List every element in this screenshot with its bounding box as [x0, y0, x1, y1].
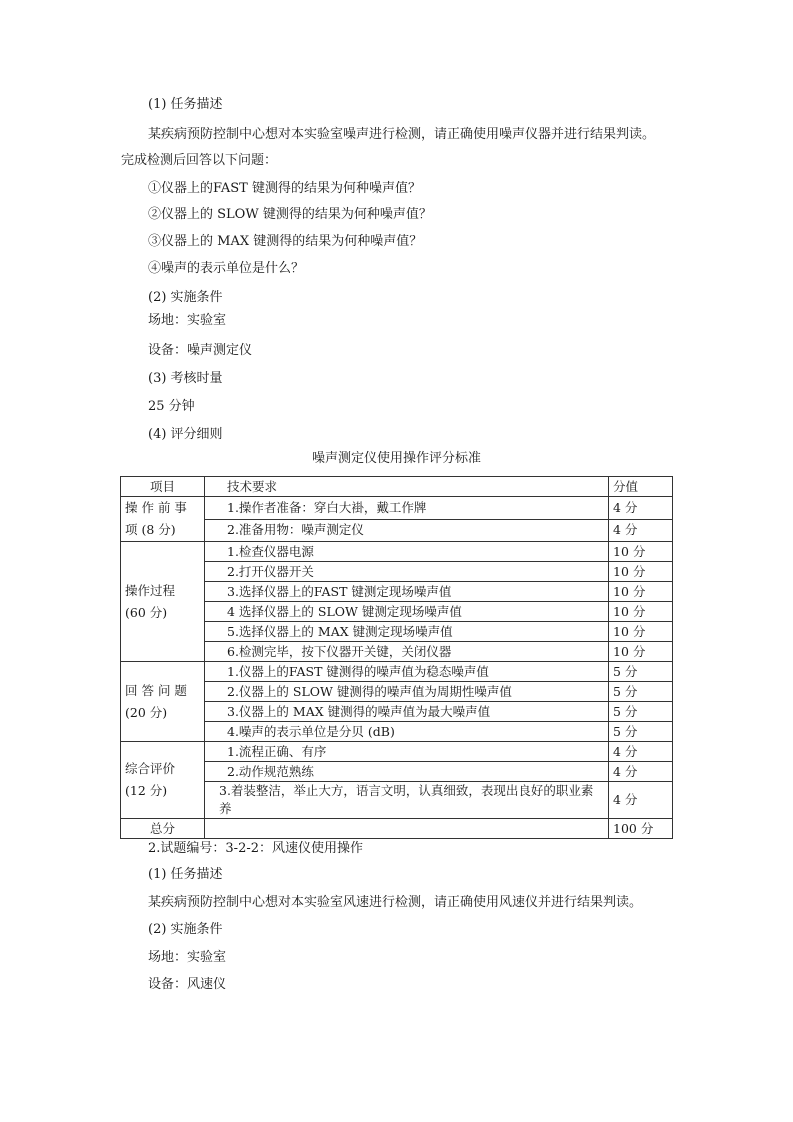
- task-description-line1: 某疾病预防控制中心想对本实验室噪声进行检测，请正确使用噪声仪器并进行结果判读。: [148, 127, 656, 142]
- score-cell: 4 分: [609, 742, 673, 762]
- task-description-heading: (1) 任务描述: [148, 97, 223, 112]
- group-cell: [121, 497, 205, 542]
- question-1: ①仪器上的FAST 键测得的结果为何种噪声值？: [148, 181, 421, 196]
- score-cell: 10 分: [609, 542, 673, 562]
- requirement-cell: 5.选择仪器上的 MAX 键测定现场噪声值: [205, 622, 609, 642]
- requirement-cell: 4 选择仪器上的 SLOW 键测定现场噪声值: [205, 602, 609, 622]
- group-name-line2: (20 分): [125, 704, 168, 720]
- score-cell: 10 分: [609, 602, 673, 622]
- group-name-line2: 项 (8 分): [125, 522, 176, 537]
- score-cell: 5 分: [609, 662, 673, 682]
- requirement-cell: 4.噪声的表示单位是分贝 (dB): [205, 722, 609, 742]
- group-name-line2: (12 分): [125, 783, 168, 798]
- time-value: 25 分钟: [148, 399, 195, 414]
- time-heading: (3) 考核时量: [148, 371, 223, 386]
- requirement-cell: 2.打开仪器开关: [205, 562, 609, 582]
- question-4: ④噪声的表示单位是什么？: [148, 261, 305, 276]
- total-label: 总分: [121, 819, 205, 839]
- equipment-line-2: 设备：风速仪: [148, 977, 227, 992]
- score-cell: 5 分: [609, 722, 673, 742]
- group-name-line1: 回 答 问 题: [125, 682, 187, 698]
- score-table: [120, 476, 673, 839]
- total-value: 100 分: [609, 819, 673, 839]
- score-cell: 10 分: [609, 562, 673, 582]
- task-description-heading-2: (1) 任务描述: [148, 867, 223, 882]
- requirement-cell: 1.流程正确、有序: [205, 742, 609, 762]
- requirement-cell: 2.仪器上的 SLOW 键测得的噪声值为周期性噪声值: [205, 682, 609, 702]
- group-name-line2: (60 分): [125, 604, 168, 620]
- question-3: ③仪器上的 MAX 键测得的结果为何种噪声值？: [148, 234, 423, 249]
- group-cell: [121, 542, 205, 662]
- table-header-row: [121, 477, 673, 497]
- scoring-heading: (4) 评分细则: [148, 427, 223, 442]
- header-score: 分值: [609, 477, 673, 497]
- table-row: [121, 742, 673, 762]
- score-cell: 5 分: [609, 682, 673, 702]
- group-cell: [121, 742, 205, 819]
- question-2: ②仪器上的 SLOW 键测得的结果为何种噪声值？: [148, 207, 432, 222]
- requirement-cell: 3.着装整洁，举止大方，语言文明，认真细致，表现出良好的职业素养: [205, 782, 609, 819]
- score-cell: 10 分: [609, 642, 673, 662]
- total-row: [121, 819, 673, 839]
- question-2-title: 2.试题编号：3-2-2：风速仪使用操作: [148, 841, 364, 856]
- requirement-cell: 1.仪器上的FAST 键测得的噪声值为稳态噪声值: [205, 662, 609, 682]
- total-empty: [205, 819, 609, 839]
- requirement-cell: 3.仪器上的 MAX 键测得的噪声值为最大噪声值: [205, 702, 609, 722]
- group-name-line1: 综合评价: [125, 761, 176, 776]
- requirement-cell: 1.操作者准备：穿白大褂，戴工作牌: [205, 497, 609, 520]
- group-cell: [121, 662, 205, 742]
- score-cell: 10 分: [609, 622, 673, 642]
- site-line: 场地：实验室: [148, 313, 227, 328]
- score-cell: 4 分: [609, 497, 673, 520]
- score-cell: 4 分: [609, 762, 673, 782]
- score-cell: 4 分: [609, 782, 673, 819]
- score-cell: 5 分: [609, 702, 673, 722]
- requirement-cell: 3.选择仪器上的FAST 键测定现场噪声值: [205, 582, 609, 602]
- site-line-2: 场地：实验室: [148, 950, 227, 965]
- requirement-cell: 6.检测完毕，按下仪器开关键，关闭仪器: [205, 642, 609, 662]
- task-description-line2: 完成检测后回答以下问题：: [121, 153, 278, 168]
- score-cell: 10 分: [609, 582, 673, 602]
- conditions-heading: (2) 实施条件: [148, 290, 223, 305]
- score-cell: 4 分: [609, 519, 673, 542]
- conditions-heading-2: (2) 实施条件: [148, 922, 223, 937]
- table-caption: 噪声测定仪使用操作评分标准: [311, 451, 481, 466]
- header-item: 项目: [121, 477, 205, 497]
- group-name-line1: 操 作 前 事: [125, 500, 187, 515]
- requirement-cell: 1.检查仪器电源: [205, 542, 609, 562]
- table-row: [121, 497, 673, 520]
- table-row: [121, 542, 673, 562]
- task-description-line-2: 某疾病预防控制中心想对本实验室风速进行检测，请正确使用风速仪并进行结果判读。: [148, 895, 643, 910]
- header-requirement: 技术要求: [205, 477, 609, 497]
- requirement-cell: 2.动作规范熟练: [205, 762, 609, 782]
- table-row: [121, 662, 673, 682]
- equipment-line: 设备：噪声测定仪: [148, 343, 253, 358]
- group-name-line1: 操作过程: [125, 582, 176, 598]
- requirement-cell: 2.准备用物：噪声测定仪: [205, 519, 609, 542]
